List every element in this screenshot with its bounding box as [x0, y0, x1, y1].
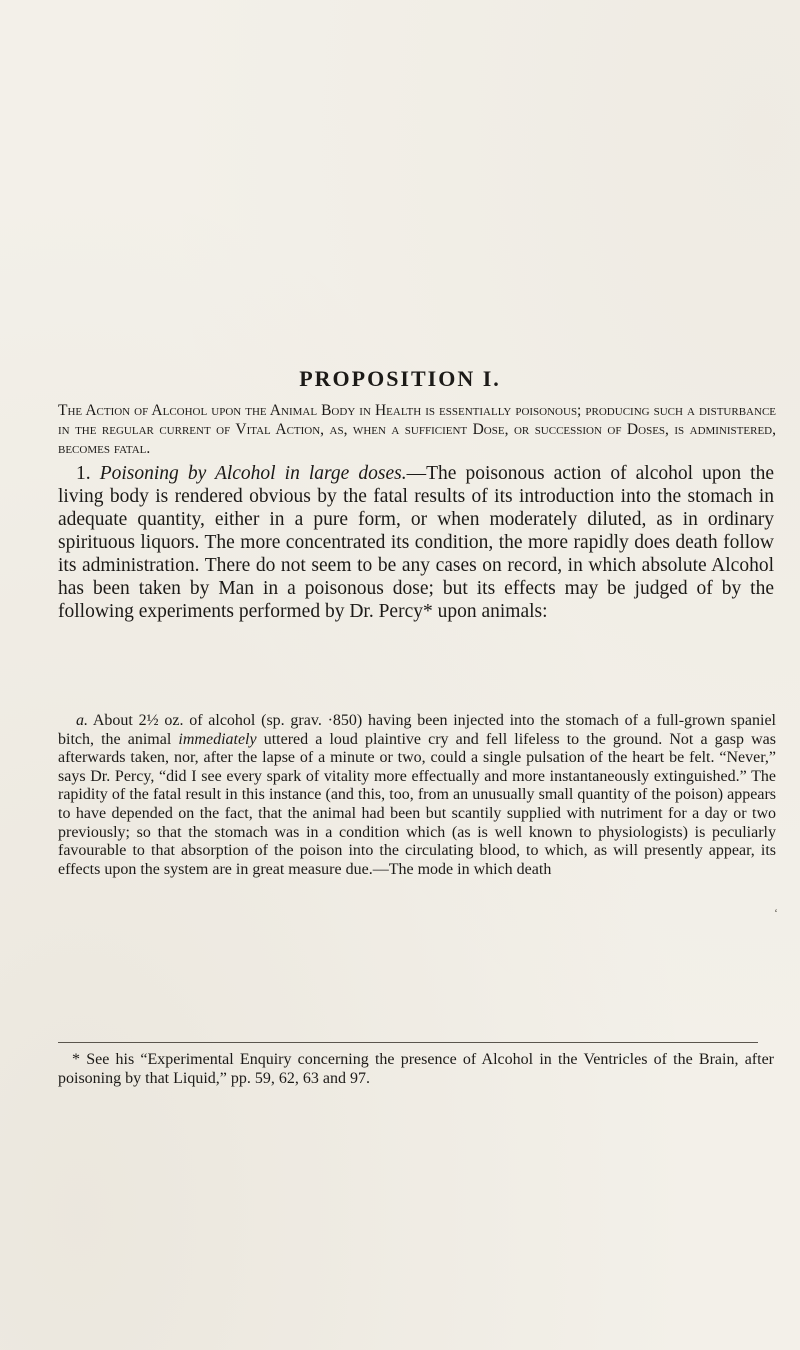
footnote-divider — [58, 1042, 758, 1043]
section-1-text: —The poisonous action of alcohol upon the living body is rendered obvious by the fatal results of its introduction into the stomach in adequate quantity, either in a pure form, or when moderately diluted, as in ordinary spirituous liquors. The more concentrated its condition, the more rapidly does death follow its administration. There do not seem to be any cases on record, in which absolute Alcohol has been taken by Man in a poisonous dose; but its effects may be judged of by the following experiments performed by Dr. Percy* upon animals: — [58, 463, 774, 622]
proposition-summary: The Action of Alcohol upon the Animal Body in Health is essentially poisonous; producing such a disturbance in the regular current of Vital Action, as, when a sufficient Dose, or succession of Doses, is administered, becomes fatal. — [58, 402, 776, 457]
experiment-text-after: uttered a loud plaintive cry and fell lifeless to the ground. Not a gasp was afterwards taken, nor, after the lapse of a minute or two, could a single pulsation of the heart be felt. “Never,” says Dr. Percy, “did I see every spark of vitality more effectually and more instantaneously extinguished.” The rapidity of the fatal result in this instance (and this, too, from an unusually small quantity of the poison) appears to have depended on the fact, that the animal had been but scantily supplied with nutriment for a day or two previously; so that the stomach was in a condition which (as is well known to physiologists) is peculiarly favourable to that absorption of the poison into the circulating blood, to which, as will presently appear, its effects upon the system are in great measure due.—The mode in which death — [58, 730, 776, 878]
experiment-label: a. — [76, 712, 88, 729]
section-title: Poisoning by Alcohol in large doses. — [99, 463, 407, 484]
experiment-text-before: About 2½ oz. of alcohol (sp. grav. ·850) having been injected into the stomach of a full-grown spaniel bitch, the animal — [58, 712, 777, 748]
proposition-heading: PROPOSITION I. — [299, 366, 501, 391]
section-number: 1. — [76, 463, 91, 484]
section-1-paragraph — [58, 462, 774, 623]
footnote: * See his “Experimental Enquiry concerning the presence of Alcohol in the Ventricles of the Brain, after poisoning by that Liquid,” pp. 59, 62, 63 and 97. — [58, 1051, 774, 1087]
experiment-emphasis: immediately — [178, 730, 257, 748]
margin-mark: ‘ — [774, 906, 778, 920]
experiment-a-paragraph — [58, 712, 776, 879]
